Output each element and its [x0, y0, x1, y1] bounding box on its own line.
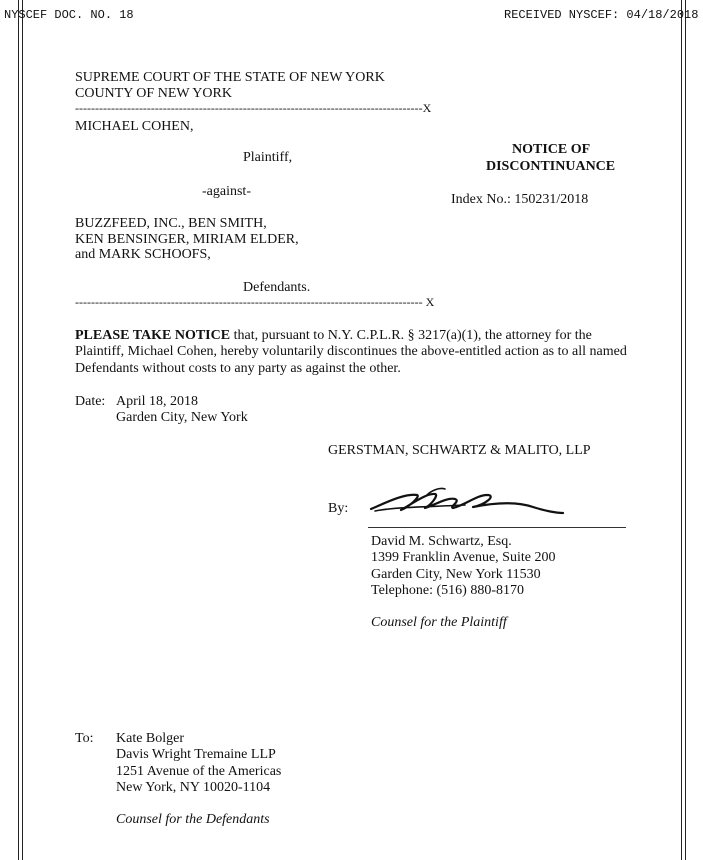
document-title-line-2: DISCONTINUANCE	[486, 159, 616, 174]
counsel-for-plaintiff: Counsel for the Plaintiff	[371, 615, 507, 630]
caption-rule-bottom: --------------------------------------------------------------------------------------- X	[75, 295, 435, 309]
recipient-address-2: New York, NY 10020-1104	[116, 780, 271, 795]
date-label: Date:	[75, 394, 106, 409]
signature-line	[368, 527, 626, 528]
right-margin-line-inner	[685, 0, 686, 860]
attorney-address-1: 1399 Franklin Avenue, Suite 200	[371, 550, 556, 565]
notice-line-1	[75, 327, 625, 344]
date-value: April 18, 2018	[116, 394, 199, 409]
recipient-address-1: 1251 Avenue of the Americas	[116, 764, 282, 779]
handwritten-signature	[365, 483, 570, 523]
right-margin-line	[681, 0, 682, 860]
defendants-line-1: BUZZFEED, INC., BEN SMITH,	[75, 216, 267, 231]
attorney-name: David M. Schwartz, Esq.	[371, 534, 512, 549]
document-title-line-1: NOTICE OF	[512, 142, 591, 157]
nyscef-doc-number: NYSCEF DOC. NO. 18	[4, 8, 134, 22]
notice-lead: PLEASE TAKE NOTICE	[75, 328, 231, 343]
county-name: COUNTY OF NEW YORK	[75, 86, 232, 101]
index-number: Index No.: 150231/2018	[451, 192, 589, 207]
against-label: -against-	[202, 184, 251, 199]
firm-name: GERSTMAN, SCHWARTZ & MALITO, LLP	[328, 443, 591, 458]
notice-line-2: Plaintiff, Michael Cohen, hereby voluntarily discontinues the above-entitled action as to all named	[75, 344, 627, 359]
defendants-line-3: and MARK SCHOOFS,	[75, 247, 211, 262]
counsel-for-defendants: Counsel for the Defendants	[116, 812, 270, 827]
attorney-phone: Telephone: (516) 880-8170	[371, 583, 524, 598]
by-label: By:	[328, 501, 349, 516]
to-label: To:	[75, 731, 94, 746]
defendants-role: Defendants.	[243, 280, 311, 295]
left-margin-line-inner	[22, 0, 23, 860]
notice-line-3: Defendants without costs to any party as against the other.	[75, 361, 401, 376]
defendants-line-2: KEN BENSINGER, MIRIAM ELDER,	[75, 232, 299, 247]
left-margin-line	[18, 0, 19, 860]
plaintiff-role: Plaintiff,	[243, 150, 293, 165]
plaintiff-name: MICHAEL COHEN,	[75, 119, 194, 134]
date-place: Garden City, New York	[116, 410, 248, 425]
court-name: SUPREME COURT OF THE STATE OF NEW YORK	[75, 70, 385, 85]
caption-rule-top: ---------------------------------------------------------------------------------------X	[75, 101, 432, 115]
recipient-name: Kate Bolger	[116, 731, 185, 746]
received-stamp: RECEIVED NYSCEF: 04/18/2018	[504, 8, 699, 22]
attorney-address-2: Garden City, New York 11530	[371, 567, 541, 582]
recipient-firm: Davis Wright Tremaine LLP	[116, 747, 276, 762]
notice-line-1-rest: that, pursuant to N.Y. C.P.L.R. § 3217(a)(1), the attorney for the	[230, 328, 592, 343]
